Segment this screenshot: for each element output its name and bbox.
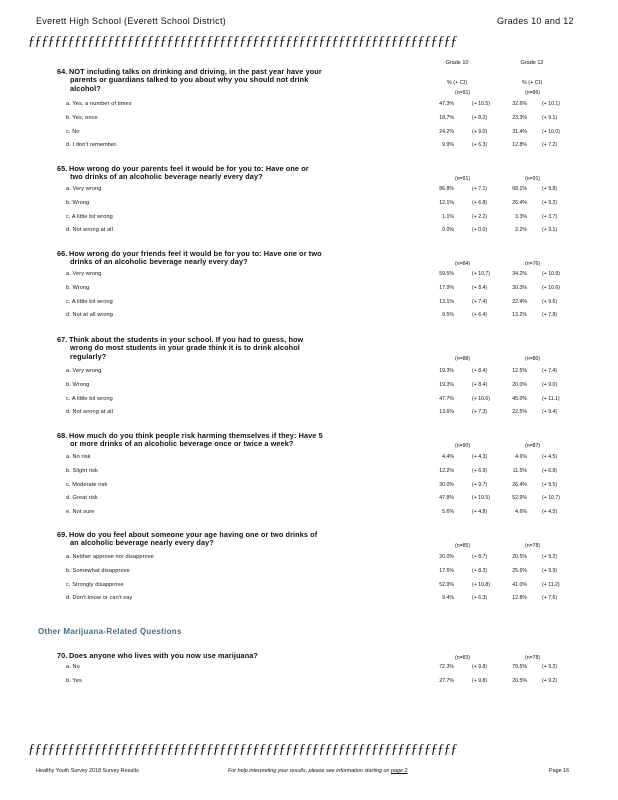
answer-option: d. Not at all wrong (66, 312, 113, 319)
footer-help-text (228, 768, 408, 774)
grade10-ci: (+ 6.3) (472, 142, 488, 149)
grade10-ci: (+ 7.4) (472, 298, 488, 305)
grade12-percent: 52.9% (512, 495, 527, 502)
grade10-percent: 1.1% (442, 213, 454, 220)
grade12-heading: Grade 12 (520, 60, 544, 66)
grade10-ci: (+ 10.5) (472, 495, 491, 502)
grade10-ci: (+ 10.8) (472, 581, 491, 588)
grade10-percent: 18.7% (439, 114, 454, 121)
answer-option: a. Neither approve nor disapprove (66, 554, 154, 560)
sample-size-grade12: (n=76) (525, 261, 541, 267)
answer-option: b. Somewhat disapprove (66, 567, 130, 574)
grade10-percent: 5.6% (442, 509, 454, 516)
question-line: wrong do most students in your grade think it is to drink alcohol (70, 343, 300, 353)
grade10-percent: 13.6% (439, 409, 454, 416)
sample-size-grade10: (n=88) (455, 356, 471, 362)
grade10-percent: 9.9% (442, 142, 454, 149)
grade12-percent: 23.3% (512, 114, 527, 121)
grade12-percent: 11.5% (512, 467, 527, 474)
grade10-pct-ci: % (+ CI) (446, 80, 468, 86)
sample-size-grade12: (n=87) (525, 443, 541, 449)
grade12-percent: 13.2% (512, 312, 527, 319)
question-line: Think about the students in your school. If you had to guess, how (69, 335, 304, 344)
grade12-ci: (+ 10.7) (542, 495, 561, 502)
grade12-percent: 12.8% (512, 595, 527, 602)
grade12-ci: (+ 3.7) (542, 213, 558, 220)
grade10-ci: (+ 6.3) (472, 595, 488, 602)
grade12-percent: 30.3% (512, 284, 527, 291)
grade10-ci: (+ 4.3) (472, 454, 488, 460)
grade12-percent: 2.2% (515, 227, 527, 234)
question-number: 68. (57, 431, 68, 440)
question-line: drinks of an alcoholic beverage nearly every day? (70, 257, 248, 267)
footer-survey-title: Healthy Youth Survey 2018 Survey Results (36, 768, 139, 774)
grade10-ci: (+ 6.8) (472, 199, 488, 206)
grade12-percent: 45.0% (512, 395, 527, 402)
grades-header: Grades 10 and 12 (497, 16, 574, 26)
answer-option: a. Very wrong (66, 271, 102, 277)
question-64-text (57, 68, 375, 93)
grade10-ci: (+ 8.3) (472, 567, 488, 574)
question-number: 65. (57, 164, 68, 173)
grade12-ci: (+ 9.0) (542, 381, 558, 388)
grade12-percent: 4.6% (515, 509, 527, 516)
question-66-text (57, 250, 375, 267)
sample-size-grade12: (n=91) (525, 176, 541, 182)
question-line: How wrong do your parents feel it would be for you to: Have one or (69, 164, 309, 173)
answer-option: c. Moderate risk (66, 481, 108, 488)
answer-option: d. Don't know or can't say (66, 595, 133, 602)
grade12-percent: 3.3% (515, 213, 527, 220)
grade10-ci: (+ 6.4) (472, 312, 488, 319)
school-header: Everett High School (Everett School District) (36, 16, 227, 26)
grade10-percent: 86.8% (439, 186, 454, 192)
answer-option: b. Wrong (66, 199, 90, 206)
grade10-ci: (+ 7.3) (472, 409, 488, 416)
grade10-ci: (+ 9.7) (472, 481, 488, 488)
grade10-percent: 12.1% (439, 199, 454, 206)
question-line: regularly? (70, 351, 107, 361)
question-number: 70. (57, 651, 68, 660)
grade10-percent: 27.7% (439, 677, 454, 684)
grade10-ci: (+ 9.8) (472, 677, 488, 684)
question-number: 67. (57, 335, 68, 344)
grade12-ci: (+ 9.1) (542, 114, 558, 121)
grade12-ci: (+ 11.1) (542, 395, 560, 402)
grade10-ci: (+ 8.4) (472, 368, 488, 374)
question-line: alcohol? (70, 83, 101, 93)
answer-option: b. Wrong (66, 381, 90, 388)
answer-option: b. Slight risk (66, 467, 98, 474)
answer-option: d. Not wrong at all (66, 227, 113, 234)
grade12-ci: (+ 11.2) (542, 581, 560, 588)
grade10-ci: (+ 8.2) (472, 114, 488, 121)
grade12-ci: (+ 9.5) (542, 481, 558, 488)
grade12-ci: (+ 7.6) (542, 595, 558, 602)
sample-size-grade12: (n=80) (525, 356, 541, 362)
answer-option: d. Great risk (66, 495, 98, 502)
grade10-ci: (+ 6.9) (472, 467, 488, 474)
grade10-ci: (+ 9.8) (472, 664, 488, 670)
grade10-ci: (+ 2.2) (472, 213, 488, 220)
grade10-ci: (+ 10.5) (472, 101, 491, 107)
answer-option: b. Yes, once (66, 114, 98, 121)
grade12-ci: (+ 9.2) (542, 199, 558, 206)
answer-option: a. No (66, 664, 80, 670)
grade12-percent: 25.6% (512, 567, 527, 574)
grade12-percent: 12.8% (512, 142, 527, 149)
question-line: How do you feel about someone your age having one or two drinks of (69, 530, 318, 539)
grade10-percent: 52.9% (439, 581, 454, 588)
grade10-percent: 47.3% (439, 101, 454, 107)
grade12-percent: 20.0% (512, 381, 527, 388)
grade12-ci: (+ 4.5) (542, 454, 558, 460)
question-67-text (57, 336, 375, 361)
grade10-ci: (+ 7.1) (472, 186, 488, 192)
grade10-percent: 59.5% (439, 271, 454, 277)
question-69-text (57, 531, 375, 548)
answer-option: c. A little bit wrong (66, 395, 113, 402)
answer-option: c. No (66, 128, 80, 135)
grade10-ci: (+ 8.7) (472, 554, 488, 560)
sample-size-grade10: (n=85) (455, 543, 471, 549)
question-number: 69. (57, 530, 68, 539)
answer-option: e. Not sure (66, 509, 95, 516)
answer-option: c. A little bit wrong (66, 298, 113, 305)
answer-option: b. Wrong (66, 284, 90, 291)
grade12-percent: 31.4% (512, 128, 527, 135)
section-heading-marijuana: Other Marijuana-Related Questions (38, 627, 182, 636)
answer-option: a. Yes, a number of times (66, 101, 132, 107)
sample-size-grade10: (n=91) (455, 90, 471, 96)
grade12-ci: (+ 10.0) (542, 128, 561, 135)
answer-option: b. Yes (66, 677, 82, 684)
grade10-percent: 20.0% (439, 554, 454, 560)
question-line: How much do you think people risk harming themselves if they: Have 5 (69, 431, 323, 440)
grade10-heading: Grade 10 (445, 60, 469, 66)
grade12-percent: 12.5% (512, 368, 527, 374)
grade10-percent: 19.3% (439, 368, 454, 374)
grade12-percent: 20.5% (512, 554, 527, 560)
grade12-percent: 26.4% (512, 481, 527, 488)
question-line: or more drinks of an alcoholic beverage once or twice a week? (70, 439, 294, 449)
grade12-percent: 22.4% (512, 298, 527, 305)
grade12-ci: (+ 9.2) (542, 664, 558, 670)
question-line: NOT including talks on drinking and driving, in the past year have your (69, 67, 322, 76)
grade10-ci: (+ 4.8) (472, 509, 488, 516)
page-link[interactable]: page 2 (391, 768, 408, 774)
grade10-ci: (+ 0.0) (472, 227, 488, 234)
grade12-ci: (+ 9.4) (542, 409, 558, 416)
answer-option: c. Strongly disapprove (66, 581, 124, 588)
question-line: parents or guardians talked to you about why you should not drink (70, 75, 309, 85)
grade10-percent: 4.4% (442, 454, 454, 460)
question-line: two drinks of an alcoholic beverage nearly every day? (70, 172, 263, 182)
grade12-ci: (+ 3.1) (542, 227, 558, 234)
grade10-ci: (+ 10.7) (472, 271, 491, 277)
grade10-ci: (+ 9.0) (472, 128, 488, 135)
bottom-rule: ƒƒƒƒƒƒƒƒƒƒƒƒƒƒƒƒƒƒƒƒƒƒƒƒƒƒƒƒƒƒƒƒƒƒƒƒƒƒƒƒƒƒƒƒƒƒƒƒƒƒƒƒƒƒƒƒƒƒƒƒƒƒƒƒƒ (28, 742, 458, 757)
grade10-ci: (+ 8.4) (472, 381, 488, 388)
answer-option: a. Very wrong (66, 368, 102, 374)
grade12-ci: (+ 9.8) (542, 186, 558, 192)
grade10-percent: 12.2% (439, 467, 454, 474)
grade12-ci: (+ 9.2) (542, 554, 558, 560)
question-68-text (57, 432, 375, 449)
grade10-ci: (+ 8.4) (472, 284, 488, 291)
grade12-ci: (+ 7.2) (542, 142, 558, 149)
grade10-ci: (+ 10.6) (472, 395, 491, 402)
top-rule: ƒƒƒƒƒƒƒƒƒƒƒƒƒƒƒƒƒƒƒƒƒƒƒƒƒƒƒƒƒƒƒƒƒƒƒƒƒƒƒƒƒƒƒƒƒƒƒƒƒƒƒƒƒƒƒƒƒƒƒƒƒƒƒƒƒ (28, 34, 458, 49)
grade12-ci: (+ 7.8) (542, 312, 558, 319)
grade12-percent: 32.6% (512, 101, 527, 107)
grade12-ci: (+ 10.1) (542, 101, 561, 107)
answer-option: d. Not wrong at all (66, 409, 113, 416)
grade10-percent: 17.9% (439, 284, 454, 291)
question-number: 64. (57, 67, 68, 76)
question-line: an alcoholic beverage nearly every day? (70, 538, 214, 548)
grade12-ci: (+ 10.9) (542, 271, 561, 277)
grade12-percent: 34.2% (512, 271, 527, 277)
page-number: Page 16 (549, 768, 570, 774)
grade12-percent: 22.5% (512, 409, 527, 416)
grade12-percent: 79.5% (512, 664, 527, 670)
grade12-percent: 41.0% (512, 581, 527, 588)
grade12-ci: (+ 9.6) (542, 298, 558, 305)
grade12-ci: (+ 9.2) (542, 677, 558, 684)
sample-size-grade10: (n=84) (455, 261, 471, 267)
grade12-ci: (+ 4.5) (542, 509, 558, 516)
answer-option: a. No risk (66, 454, 91, 460)
sample-size-grade12: (n=86) (525, 90, 541, 96)
answer-option: a. Very wrong (66, 186, 102, 192)
grade10-percent: 17.6% (439, 567, 454, 574)
grade10-percent: 19.3% (439, 381, 454, 388)
grade10-percent: 30.0% (439, 481, 454, 488)
grade10-percent: 47.7% (439, 395, 454, 402)
question-line: Does anyone who lives with you now use marijuana? (69, 651, 258, 660)
question-number: 66. (57, 249, 68, 258)
grade12-percent: 26.4% (512, 199, 527, 206)
grade12-percent: 4.6% (515, 454, 527, 460)
answer-option: c. A little bit wrong (66, 213, 113, 220)
grade12-ci: (+ 10.6) (542, 284, 561, 291)
question-65-text (57, 165, 375, 182)
sample-size-grade12: (n=78) (525, 543, 541, 549)
grade12-percent: 20.5% (512, 677, 527, 684)
sample-size-grade10: (n=91) (455, 176, 471, 182)
footer-help-label: For help interpreting your results, please see information starting on (228, 768, 390, 774)
grade10-percent: 13.1% (439, 298, 454, 305)
answer-option: d. I don't remember. (66, 142, 118, 149)
grade10-percent: 47.8% (439, 495, 454, 502)
grade10-percent: 0.0% (442, 227, 454, 234)
grade12-ci: (+ 7.4) (542, 368, 558, 374)
sample-size-grade10: (n=83) (455, 655, 471, 661)
grade10-percent: 24.2% (439, 128, 454, 135)
grade12-ci: (+ 6.8) (542, 467, 558, 474)
sample-size-grade10: (n=90) (455, 443, 471, 449)
grade10-percent: 9.5% (442, 312, 454, 319)
grade10-percent: 72.3% (439, 664, 454, 670)
grade12-ci: (+ 9.9) (542, 567, 558, 574)
question-line: How wrong do your friends feel it would be for you to: Have one or two (69, 249, 322, 258)
sample-size-grade12: (n=78) (525, 655, 541, 661)
question-70-text (57, 652, 375, 660)
grade10-percent: 9.4% (442, 595, 454, 602)
grade12-percent: 68.1% (512, 186, 527, 192)
grade12-pct-ci: % (+ CI) (521, 80, 543, 86)
